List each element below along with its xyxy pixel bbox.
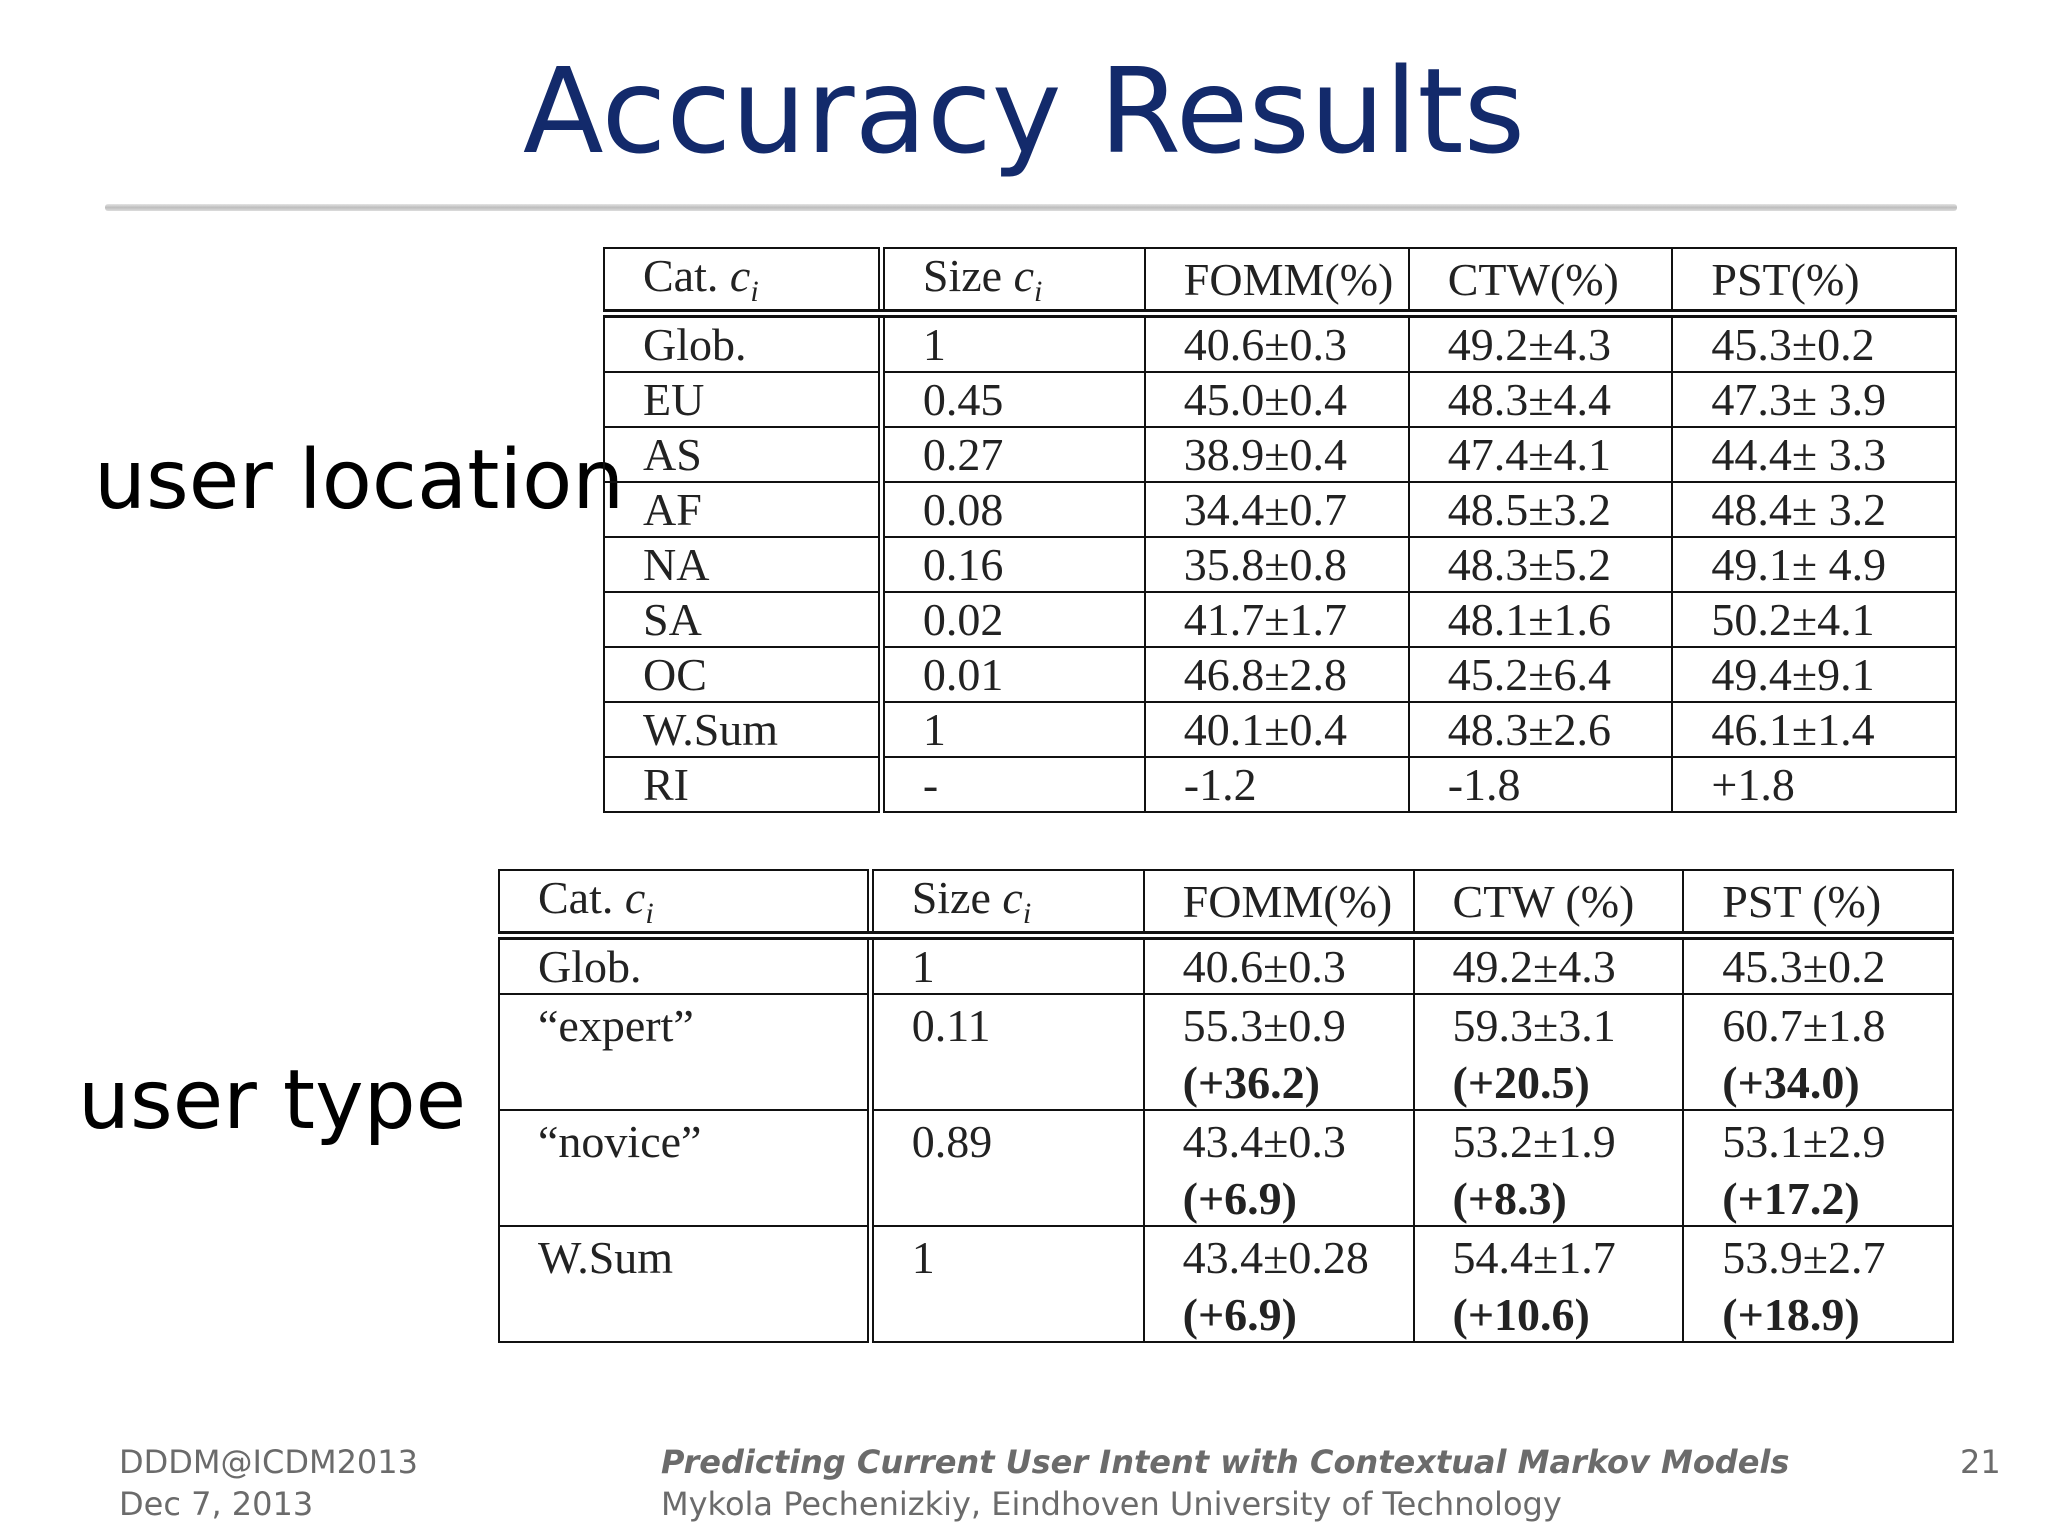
slide-title: Accuracy Results: [522, 42, 1526, 180]
table-cell: SA: [604, 592, 881, 647]
table-row: [604, 592, 1956, 647]
table-cell: [1144, 1226, 1414, 1342]
footer-talk-title-text: Predicting Current User Intent with Contextual Markov Models: [661, 1443, 1790, 1481]
table-cell: [1414, 1110, 1684, 1226]
footer-venue: DDDM@ICDM2013: [119, 1443, 418, 1481]
table-cell: “expert”: [499, 994, 870, 1110]
cell-improvement: (+18.9): [1722, 1289, 1860, 1341]
table-cell: 46.1±1.4: [1672, 702, 1956, 757]
user-location-table: [603, 247, 1957, 813]
table-cell: 1: [870, 936, 1143, 995]
cell-value: 54.4±1.7: [1452, 1232, 1616, 1284]
table-cell: W.Sum: [604, 702, 881, 757]
table-cell: 49.2±4.3: [1414, 936, 1684, 995]
table-cell: [1144, 1110, 1414, 1226]
table-cell: 40.6±0.3: [1144, 936, 1414, 995]
table-cell: 48.1±1.6: [1409, 592, 1673, 647]
table-cell: 0.45: [881, 372, 1144, 427]
table-cell: 40.6±0.3: [1145, 314, 1409, 373]
table-row: [604, 427, 1956, 482]
title-divider: [105, 204, 1957, 211]
table-cell: 47.3± 3.9: [1672, 372, 1956, 427]
header-cell: CTW(%): [1409, 248, 1673, 314]
table-cell: OC: [604, 647, 881, 702]
header-cell: Cat. $c_i$: [604, 248, 881, 314]
table-cell: 40.1±0.4: [1145, 702, 1409, 757]
user-type-table: [498, 869, 1954, 1343]
slide-number: 21: [1960, 1443, 2001, 1481]
header-cell: FOMM(%): [1144, 870, 1414, 936]
user-location-label: user location: [94, 433, 625, 528]
header-cell: PST (%): [1683, 870, 1953, 936]
cell-value: 53.2±1.9: [1452, 1116, 1616, 1168]
table-cell: AF: [604, 482, 881, 537]
table-cell: -1.8: [1409, 757, 1673, 812]
cell-improvement: (+20.5): [1452, 1057, 1590, 1109]
header-cell: PST(%): [1672, 248, 1956, 314]
table-cell: -: [881, 757, 1144, 812]
math-variable: $c_i$: [1013, 250, 1043, 309]
math-variable: $c_i$: [1002, 872, 1032, 931]
cell-value: 55.3±0.9: [1182, 1000, 1346, 1052]
table-cell: 46.8±2.8: [1145, 647, 1409, 702]
table-cell: 48.3±5.2: [1409, 537, 1673, 592]
table-cell: W.Sum: [499, 1226, 870, 1342]
cell-improvement: (+6.9): [1182, 1289, 1297, 1341]
table-cell: 0.27: [881, 427, 1144, 482]
header-cell: Size $c_i$: [870, 870, 1143, 936]
table-cell: RI: [604, 757, 881, 812]
table-row: [604, 314, 1956, 373]
table-row: [604, 482, 1956, 537]
table-cell: 48.4± 3.2: [1672, 482, 1956, 537]
cell-value: 43.4±0.28: [1182, 1232, 1369, 1284]
table-cell: [1144, 994, 1414, 1110]
cell-value: 60.7±1.8: [1722, 1000, 1886, 1052]
header-cell: Size $c_i$: [881, 248, 1144, 314]
table-cell: 45.0±0.4: [1145, 372, 1409, 427]
header-cell: FOMM(%): [1145, 248, 1409, 314]
table-cell: 1: [870, 1226, 1143, 1342]
math-variable: $c_i$: [729, 250, 759, 309]
footer-date: Dec 7, 2013: [119, 1485, 314, 1523]
table-cell: [1683, 1226, 1953, 1342]
table-cell: [1683, 1110, 1953, 1226]
table-cell: 0.11: [870, 994, 1143, 1110]
table-cell: 0.16: [881, 537, 1144, 592]
table-cell: “novice”: [499, 1110, 870, 1226]
table-cell: -1.2: [1145, 757, 1409, 812]
table-cell: [1414, 1226, 1684, 1342]
table-row: [499, 1110, 1953, 1226]
table-cell: EU: [604, 372, 881, 427]
table-row: [499, 936, 1953, 995]
cell-improvement: (+8.3): [1452, 1173, 1567, 1225]
table-cell: 45.3±0.2: [1683, 936, 1953, 995]
table-cell: 0.02: [881, 592, 1144, 647]
footer-left: [119, 1441, 418, 1525]
table-cell: 38.9±0.4: [1145, 427, 1409, 482]
math-variable: $c_i$: [624, 872, 654, 931]
table-cell: 48.3±2.6: [1409, 702, 1673, 757]
table-cell: +1.8: [1672, 757, 1956, 812]
table-cell: 50.2±4.1: [1672, 592, 1956, 647]
cell-value: 43.4±0.3: [1182, 1116, 1346, 1168]
table-cell: 1: [881, 314, 1144, 373]
table-header-row: [604, 248, 1956, 314]
table-cell: 0.01: [881, 647, 1144, 702]
header-cell: Cat. $c_i$: [499, 870, 870, 936]
cell-improvement: (+34.0): [1722, 1057, 1860, 1109]
cell-improvement: (+10.6): [1452, 1289, 1590, 1341]
table-cell: 49.1± 4.9: [1672, 537, 1956, 592]
table-cell: AS: [604, 427, 881, 482]
table-row: [499, 1226, 1953, 1342]
table-cell: 1: [881, 702, 1144, 757]
cell-value: 59.3±3.1: [1452, 1000, 1616, 1052]
table-cell: 35.8±0.8: [1145, 537, 1409, 592]
table-cell: 49.2±4.3: [1409, 314, 1673, 373]
table-cell: NA: [604, 537, 881, 592]
cell-value: 53.1±2.9: [1722, 1116, 1886, 1168]
user-type-label: user type: [78, 1053, 467, 1148]
table-row: [604, 537, 1956, 592]
header-cell: CTW (%): [1414, 870, 1684, 936]
table-cell: 47.4±4.1: [1409, 427, 1673, 482]
table-cell: [1683, 994, 1953, 1110]
table-cell: 45.3±0.2: [1672, 314, 1956, 373]
table-cell: 48.5±3.2: [1409, 482, 1673, 537]
footer-author: Mykola Pechenizkiy, Eindhoven University of Technology: [661, 1485, 1562, 1523]
table-header-row: [499, 870, 1953, 936]
cell-improvement: (+17.2): [1722, 1173, 1860, 1225]
cell-value: 53.9±2.7: [1722, 1232, 1886, 1284]
table-cell: 44.4± 3.3: [1672, 427, 1956, 482]
table-cell: 49.4±9.1: [1672, 647, 1956, 702]
table-cell: Glob.: [499, 936, 870, 995]
table-row: [499, 994, 1953, 1110]
table-row: [604, 647, 1956, 702]
table-row: [604, 757, 1956, 812]
table-row: [604, 372, 1956, 427]
footer-talk-title: [661, 1441, 1789, 1483]
cell-improvement: (+36.2): [1182, 1057, 1320, 1109]
table-cell: 34.4±0.7: [1145, 482, 1409, 537]
table-cell: [1414, 994, 1684, 1110]
cell-improvement: (+6.9): [1182, 1173, 1297, 1225]
table-cell: 0.89: [870, 1110, 1143, 1226]
table-cell: 45.2±6.4: [1409, 647, 1673, 702]
footer-center: [661, 1441, 1789, 1525]
table-row: [604, 702, 1956, 757]
table-cell: 0.08: [881, 482, 1144, 537]
table-cell: 41.7±1.7: [1145, 592, 1409, 647]
table-cell: 48.3±4.4: [1409, 372, 1673, 427]
table-cell: Glob.: [604, 314, 881, 373]
